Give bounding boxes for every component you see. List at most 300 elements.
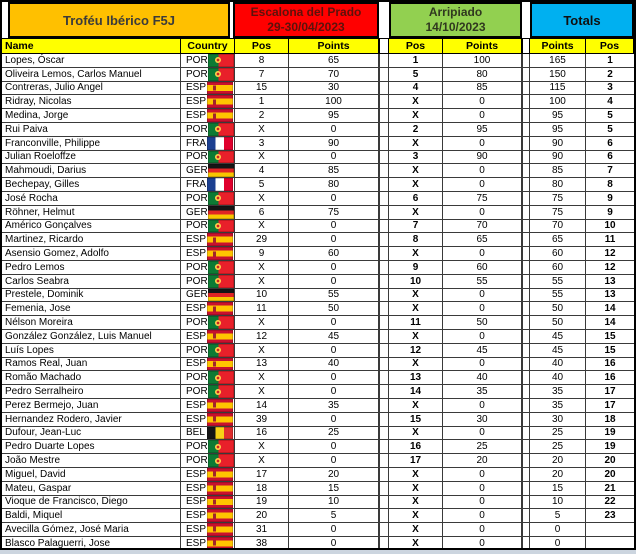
event2-pos-cell[interactable]: 15 <box>389 413 443 427</box>
event2-pos-cell[interactable]: 10 <box>389 275 443 289</box>
total-pos-cell[interactable]: 12 <box>586 261 634 275</box>
event2-pos-cell[interactable]: X <box>389 509 443 523</box>
event2-pos-cell[interactable]: X <box>389 95 443 109</box>
event2-pos-cell[interactable]: X <box>389 164 443 178</box>
event2-pos-cell[interactable]: X <box>389 330 443 344</box>
total-points-cell[interactable]: 50 <box>530 302 586 316</box>
total-points-cell[interactable]: 40 <box>530 358 586 372</box>
event1-points-cell[interactable]: 0 <box>289 413 379 427</box>
total-points-cell[interactable]: 5 <box>530 509 586 523</box>
country-cell[interactable] <box>181 233 235 247</box>
event2-pos-cell[interactable]: X <box>389 399 443 413</box>
event1-pos-cell[interactable]: X <box>235 220 289 234</box>
player-name-cell[interactable]: Vioque de Francisco, Diego <box>2 496 181 510</box>
total-points-cell[interactable]: 30 <box>530 413 586 427</box>
event1-points-cell[interactable]: 30 <box>289 82 379 96</box>
event1-points-cell[interactable]: 0 <box>289 523 379 537</box>
player-name-cell[interactable]: Pedro Lemos <box>2 261 181 275</box>
total-pos-cell[interactable] <box>586 537 634 550</box>
total-points-cell[interactable]: 20 <box>530 468 586 482</box>
total-pos-cell[interactable]: 14 <box>586 316 634 330</box>
event2-points-cell[interactable]: 0 <box>443 468 522 482</box>
player-name-cell[interactable]: Mahmoudi, Darius <box>2 164 181 178</box>
event2-pos-cell[interactable]: X <box>389 247 443 261</box>
event2-pos-cell[interactable]: 9 <box>389 261 443 275</box>
country-cell[interactable] <box>181 206 235 220</box>
col-header-event1-pos[interactable]: Pos <box>235 39 289 53</box>
event2-pos-cell[interactable]: 13 <box>389 371 443 385</box>
event2-points-cell[interactable]: 0 <box>443 178 522 192</box>
player-name-cell[interactable]: Hernandez Rodero, Javier <box>2 413 181 427</box>
event2-points-cell[interactable]: 0 <box>443 358 522 372</box>
event2-pos-cell[interactable]: 3 <box>389 151 443 165</box>
event2-pos-cell[interactable]: 16 <box>389 440 443 454</box>
total-pos-cell[interactable] <box>586 523 634 537</box>
total-points-cell[interactable]: 25 <box>530 427 586 441</box>
player-name-cell[interactable]: Ramos Real, Juan <box>2 358 181 372</box>
total-points-cell[interactable]: 90 <box>530 137 586 151</box>
event1-points-cell[interactable]: 55 <box>289 289 379 303</box>
event2-pos-cell[interactable]: X <box>389 537 443 550</box>
event2-points-cell[interactable]: 70 <box>443 220 522 234</box>
event2-pos-cell[interactable]: X <box>389 468 443 482</box>
event2-points-cell[interactable]: 90 <box>443 151 522 165</box>
player-name-cell[interactable]: Pedro Duarte Lopes <box>2 440 181 454</box>
total-pos-cell[interactable]: 9 <box>586 192 634 206</box>
event1-pos-cell[interactable]: 29 <box>235 233 289 247</box>
event2-pos-cell[interactable]: 2 <box>389 123 443 137</box>
player-name-cell[interactable]: Blasco Palaguerri, Jose <box>2 537 181 550</box>
event2-points-cell[interactable]: 0 <box>443 496 522 510</box>
player-name-cell[interactable]: Prestele, Dominik <box>2 289 181 303</box>
event1-points-cell[interactable]: 45 <box>289 330 379 344</box>
country-cell[interactable] <box>181 247 235 261</box>
event1-pos-cell[interactable]: X <box>235 275 289 289</box>
player-name-cell[interactable]: Franconville, Philippe <box>2 137 181 151</box>
event1-pos-cell[interactable]: 19 <box>235 496 289 510</box>
total-pos-cell[interactable]: 9 <box>586 206 634 220</box>
country-cell[interactable] <box>181 358 235 372</box>
total-pos-cell[interactable]: 17 <box>586 399 634 413</box>
event1-header-cell[interactable] <box>233 2 379 38</box>
total-points-cell[interactable]: 45 <box>530 344 586 358</box>
event1-pos-cell[interactable]: 3 <box>235 137 289 151</box>
event1-points-cell[interactable]: 70 <box>289 68 379 82</box>
total-points-cell[interactable]: 100 <box>530 95 586 109</box>
player-name-cell[interactable]: João Mestre <box>2 454 181 468</box>
country-cell[interactable] <box>181 316 235 330</box>
event1-pos-cell[interactable]: X <box>235 123 289 137</box>
total-points-cell[interactable]: 165 <box>530 54 586 68</box>
country-cell[interactable] <box>181 427 235 441</box>
event1-points-cell[interactable]: 35 <box>289 399 379 413</box>
event2-points-cell[interactable]: 60 <box>443 261 522 275</box>
event2-pos-cell[interactable]: 8 <box>389 233 443 247</box>
total-pos-cell[interactable]: 18 <box>586 413 634 427</box>
total-points-cell[interactable]: 50 <box>530 316 586 330</box>
country-cell[interactable] <box>181 261 235 275</box>
country-cell[interactable] <box>181 385 235 399</box>
event1-pos-cell[interactable]: 18 <box>235 482 289 496</box>
total-points-cell[interactable]: 60 <box>530 247 586 261</box>
total-pos-cell[interactable]: 16 <box>586 371 634 385</box>
event1-points-cell[interactable]: 0 <box>289 371 379 385</box>
player-name-cell[interactable]: Avecilla Gómez, José Maria <box>2 523 181 537</box>
total-points-cell[interactable]: 0 <box>530 523 586 537</box>
total-points-cell[interactable]: 75 <box>530 192 586 206</box>
total-points-cell[interactable]: 115 <box>530 82 586 96</box>
total-points-cell[interactable]: 25 <box>530 440 586 454</box>
event2-points-cell[interactable]: 40 <box>443 371 522 385</box>
total-pos-cell[interactable]: 15 <box>586 344 634 358</box>
event2-points-cell[interactable]: 95 <box>443 123 522 137</box>
event2-points-cell[interactable]: 0 <box>443 109 522 123</box>
event1-points-cell[interactable]: 0 <box>289 344 379 358</box>
event1-pos-cell[interactable]: 12 <box>235 330 289 344</box>
event2-pos-cell[interactable]: X <box>389 358 443 372</box>
event2-pos-cell[interactable]: X <box>389 137 443 151</box>
country-cell[interactable] <box>181 413 235 427</box>
total-points-cell[interactable]: 35 <box>530 385 586 399</box>
event1-pos-cell[interactable]: 13 <box>235 358 289 372</box>
event1-pos-cell[interactable]: 38 <box>235 537 289 550</box>
total-points-cell[interactable]: 95 <box>530 109 586 123</box>
player-name-cell[interactable]: Mateu, Gaspar <box>2 482 181 496</box>
total-points-cell[interactable]: 85 <box>530 164 586 178</box>
total-points-cell[interactable]: 0 <box>530 537 586 550</box>
event2-points-cell[interactable]: 55 <box>443 275 522 289</box>
player-name-cell[interactable]: Carlos Seabra <box>2 275 181 289</box>
event1-points-cell[interactable]: 0 <box>289 275 379 289</box>
country-cell[interactable] <box>181 344 235 358</box>
event2-pos-cell[interactable]: 4 <box>389 82 443 96</box>
col-header-event2-pos[interactable]: Pos <box>389 39 443 53</box>
total-points-cell[interactable]: 55 <box>530 289 586 303</box>
country-cell[interactable] <box>181 151 235 165</box>
event2-points-cell[interactable]: 0 <box>443 399 522 413</box>
country-cell[interactable] <box>181 95 235 109</box>
event1-pos-cell[interactable]: X <box>235 344 289 358</box>
player-name-cell[interactable]: Lopes, Óscar <box>2 54 181 68</box>
event1-pos-cell[interactable]: 7 <box>235 68 289 82</box>
event1-points-cell[interactable]: 5 <box>289 509 379 523</box>
total-points-cell[interactable]: 65 <box>530 233 586 247</box>
event1-points-cell[interactable]: 0 <box>289 385 379 399</box>
event2-pos-cell[interactable]: 6 <box>389 192 443 206</box>
total-pos-cell[interactable]: 23 <box>586 509 634 523</box>
event1-pos-cell[interactable]: 8 <box>235 54 289 68</box>
total-points-cell[interactable]: 150 <box>530 68 586 82</box>
event1-points-cell[interactable]: 65 <box>289 54 379 68</box>
event2-points-cell[interactable]: 45 <box>443 344 522 358</box>
event1-pos-cell[interactable]: 11 <box>235 302 289 316</box>
event1-points-cell[interactable]: 50 <box>289 302 379 316</box>
event1-points-cell[interactable]: 40 <box>289 358 379 372</box>
player-name-cell[interactable]: Miguel, David <box>2 468 181 482</box>
player-name-cell[interactable]: González González, Luis Manuel <box>2 330 181 344</box>
event1-points-cell[interactable]: 75 <box>289 206 379 220</box>
event1-points-cell[interactable]: 90 <box>289 137 379 151</box>
player-name-cell[interactable]: Julian Roeloffze <box>2 151 181 165</box>
country-cell[interactable] <box>181 289 235 303</box>
player-name-cell[interactable]: Röhner, Helmut <box>2 206 181 220</box>
event1-pos-cell[interactable]: X <box>235 261 289 275</box>
event2-points-cell[interactable]: 100 <box>443 54 522 68</box>
total-points-cell[interactable]: 90 <box>530 151 586 165</box>
event2-pos-cell[interactable]: 11 <box>389 316 443 330</box>
total-pos-cell[interactable]: 3 <box>586 82 634 96</box>
player-name-cell[interactable]: Pedro Serralheiro <box>2 385 181 399</box>
player-name-cell[interactable]: Medina, Jorge <box>2 109 181 123</box>
total-points-cell[interactable]: 35 <box>530 399 586 413</box>
total-points-cell[interactable]: 10 <box>530 496 586 510</box>
country-cell[interactable] <box>181 123 235 137</box>
event1-points-cell[interactable]: 20 <box>289 468 379 482</box>
event1-pos-cell[interactable]: X <box>235 151 289 165</box>
total-pos-cell[interactable]: 13 <box>586 289 634 303</box>
event1-pos-cell[interactable]: 17 <box>235 468 289 482</box>
event2-points-cell[interactable]: 35 <box>443 385 522 399</box>
event2-pos-cell[interactable]: X <box>389 206 443 220</box>
total-pos-cell[interactable]: 17 <box>586 385 634 399</box>
total-points-cell[interactable]: 75 <box>530 206 586 220</box>
total-points-cell[interactable]: 95 <box>530 123 586 137</box>
country-cell[interactable] <box>181 192 235 206</box>
event1-points-cell[interactable]: 0 <box>289 192 379 206</box>
event2-pos-cell[interactable]: 7 <box>389 220 443 234</box>
total-points-cell[interactable]: 15 <box>530 482 586 496</box>
event1-points-cell[interactable]: 0 <box>289 233 379 247</box>
player-name-cell[interactable]: Oliveira Lemos, Carlos Manuel <box>2 68 181 82</box>
event2-pos-cell[interactable]: 1 <box>389 54 443 68</box>
event2-points-cell[interactable]: 0 <box>443 137 522 151</box>
total-points-cell[interactable]: 45 <box>530 330 586 344</box>
total-pos-cell[interactable]: 13 <box>586 275 634 289</box>
event2-points-cell[interactable]: 0 <box>443 537 522 550</box>
country-cell[interactable] <box>181 275 235 289</box>
event1-points-cell[interactable]: 15 <box>289 482 379 496</box>
total-pos-cell[interactable]: 12 <box>586 247 634 261</box>
total-pos-cell[interactable]: 14 <box>586 302 634 316</box>
total-pos-cell[interactable]: 21 <box>586 482 634 496</box>
country-cell[interactable] <box>181 178 235 192</box>
country-cell[interactable] <box>181 54 235 68</box>
total-points-cell[interactable]: 80 <box>530 178 586 192</box>
event2-pos-cell[interactable]: X <box>389 289 443 303</box>
event2-pos-cell[interactable]: 14 <box>389 385 443 399</box>
event1-pos-cell[interactable]: 15 <box>235 82 289 96</box>
total-pos-cell[interactable]: 19 <box>586 440 634 454</box>
event1-pos-cell[interactable]: X <box>235 385 289 399</box>
event1-pos-cell[interactable]: 39 <box>235 413 289 427</box>
country-cell[interactable] <box>181 82 235 96</box>
col-header-event2-points[interactable]: Points <box>443 39 522 53</box>
event1-pos-cell[interactable]: 14 <box>235 399 289 413</box>
event2-header-cell[interactable] <box>389 2 522 38</box>
player-name-cell[interactable]: Baldi, Miquel <box>2 509 181 523</box>
event2-pos-cell[interactable]: X <box>389 109 443 123</box>
country-cell[interactable] <box>181 537 235 550</box>
total-pos-cell[interactable]: 1 <box>586 54 634 68</box>
col-header-total-pos[interactable]: Pos <box>586 39 634 53</box>
event2-points-cell[interactable]: 0 <box>443 523 522 537</box>
total-pos-cell[interactable]: 6 <box>586 137 634 151</box>
player-name-cell[interactable]: Américo Gonçalves <box>2 220 181 234</box>
event2-points-cell[interactable]: 0 <box>443 247 522 261</box>
country-cell[interactable] <box>181 302 235 316</box>
event2-points-cell[interactable]: 0 <box>443 206 522 220</box>
event1-pos-cell[interactable]: 20 <box>235 509 289 523</box>
event1-points-cell[interactable]: 0 <box>289 537 379 550</box>
event2-points-cell[interactable]: 0 <box>443 509 522 523</box>
event2-points-cell[interactable]: 0 <box>443 289 522 303</box>
event1-pos-cell[interactable]: 1 <box>235 95 289 109</box>
total-pos-cell[interactable]: 6 <box>586 151 634 165</box>
player-name-cell[interactable]: Nélson Moreira <box>2 316 181 330</box>
total-pos-cell[interactable]: 15 <box>586 330 634 344</box>
player-name-cell[interactable]: Ridray, Nicolas <box>2 95 181 109</box>
event1-pos-cell[interactable]: 16 <box>235 427 289 441</box>
event1-points-cell[interactable]: 0 <box>289 220 379 234</box>
event2-points-cell[interactable]: 0 <box>443 302 522 316</box>
event1-pos-cell[interactable]: 2 <box>235 109 289 123</box>
country-cell[interactable] <box>181 109 235 123</box>
total-pos-cell[interactable]: 22 <box>586 496 634 510</box>
player-name-cell[interactable]: Luís Lopes <box>2 344 181 358</box>
total-pos-cell[interactable]: 19 <box>586 427 634 441</box>
event1-points-cell[interactable]: 0 <box>289 440 379 454</box>
event1-points-cell[interactable]: 0 <box>289 261 379 275</box>
event2-pos-cell[interactable]: X <box>389 523 443 537</box>
event1-pos-cell[interactable]: 31 <box>235 523 289 537</box>
event1-points-cell[interactable]: 10 <box>289 496 379 510</box>
trophy-title-cell[interactable] <box>8 2 230 38</box>
totals-header-cell[interactable] <box>530 2 634 38</box>
total-pos-cell[interactable]: 10 <box>586 220 634 234</box>
event2-points-cell[interactable]: 0 <box>443 482 522 496</box>
country-cell[interactable] <box>181 330 235 344</box>
total-pos-cell[interactable]: 4 <box>586 95 634 109</box>
player-name-cell[interactable]: Dufour, Jean-Luc <box>2 427 181 441</box>
player-name-cell[interactable]: Bechepay, Gilles <box>2 178 181 192</box>
event2-points-cell[interactable]: 65 <box>443 233 522 247</box>
col-header-country[interactable]: Country <box>181 39 235 53</box>
event2-pos-cell[interactable]: 12 <box>389 344 443 358</box>
col-header-name[interactable]: Name <box>2 39 181 53</box>
country-cell[interactable] <box>181 164 235 178</box>
country-cell[interactable] <box>181 523 235 537</box>
player-name-cell[interactable]: Martinez, Ricardo <box>2 233 181 247</box>
event2-points-cell[interactable]: 30 <box>443 413 522 427</box>
country-cell[interactable] <box>181 440 235 454</box>
total-points-cell[interactable]: 55 <box>530 275 586 289</box>
player-name-cell[interactable]: Rui Paiva <box>2 123 181 137</box>
event2-points-cell[interactable]: 0 <box>443 427 522 441</box>
event1-points-cell[interactable]: 0 <box>289 454 379 468</box>
event1-points-cell[interactable]: 95 <box>289 109 379 123</box>
event1-points-cell[interactable]: 0 <box>289 316 379 330</box>
event2-pos-cell[interactable]: X <box>389 427 443 441</box>
country-cell[interactable] <box>181 399 235 413</box>
event2-points-cell[interactable]: 0 <box>443 330 522 344</box>
total-points-cell[interactable]: 20 <box>530 454 586 468</box>
event2-pos-cell[interactable]: 17 <box>389 454 443 468</box>
country-cell[interactable] <box>181 468 235 482</box>
player-name-cell[interactable]: Contreras, Julio Angel <box>2 82 181 96</box>
event1-pos-cell[interactable]: 10 <box>235 289 289 303</box>
event1-points-cell[interactable]: 25 <box>289 427 379 441</box>
player-name-cell[interactable]: Asensio Gomez, Adolfo <box>2 247 181 261</box>
total-pos-cell[interactable]: 5 <box>586 123 634 137</box>
total-pos-cell[interactable]: 16 <box>586 358 634 372</box>
total-points-cell[interactable]: 70 <box>530 220 586 234</box>
event2-pos-cell[interactable]: X <box>389 302 443 316</box>
event1-pos-cell[interactable]: X <box>235 440 289 454</box>
event2-points-cell[interactable]: 0 <box>443 95 522 109</box>
country-cell[interactable] <box>181 509 235 523</box>
event2-points-cell[interactable]: 50 <box>443 316 522 330</box>
event2-points-cell[interactable]: 85 <box>443 82 522 96</box>
player-name-cell[interactable]: José Rocha <box>2 192 181 206</box>
event2-pos-cell[interactable]: X <box>389 496 443 510</box>
country-cell[interactable] <box>181 220 235 234</box>
event1-points-cell[interactable]: 60 <box>289 247 379 261</box>
event1-pos-cell[interactable]: 9 <box>235 247 289 261</box>
event2-pos-cell[interactable]: X <box>389 482 443 496</box>
country-cell[interactable] <box>181 68 235 82</box>
total-points-cell[interactable]: 60 <box>530 261 586 275</box>
total-pos-cell[interactable]: 11 <box>586 233 634 247</box>
total-pos-cell[interactable]: 20 <box>586 454 634 468</box>
event1-pos-cell[interactable]: X <box>235 316 289 330</box>
total-pos-cell[interactable]: 8 <box>586 178 634 192</box>
event2-points-cell[interactable]: 75 <box>443 192 522 206</box>
event1-pos-cell[interactable]: 5 <box>235 178 289 192</box>
country-cell[interactable] <box>181 482 235 496</box>
total-pos-cell[interactable]: 2 <box>586 68 634 82</box>
event2-pos-cell[interactable]: X <box>389 178 443 192</box>
event1-pos-cell[interactable]: X <box>235 454 289 468</box>
country-cell[interactable] <box>181 137 235 151</box>
event1-pos-cell[interactable]: 6 <box>235 206 289 220</box>
total-pos-cell[interactable]: 7 <box>586 164 634 178</box>
total-pos-cell[interactable]: 20 <box>586 468 634 482</box>
col-header-event1-points[interactable]: Points <box>289 39 379 53</box>
country-cell[interactable] <box>181 496 235 510</box>
event1-pos-cell[interactable]: X <box>235 192 289 206</box>
event2-pos-cell[interactable]: 5 <box>389 68 443 82</box>
event1-pos-cell[interactable]: X <box>235 371 289 385</box>
event1-points-cell[interactable]: 100 <box>289 95 379 109</box>
event1-points-cell[interactable]: 85 <box>289 164 379 178</box>
player-name-cell[interactable]: Romão Machado <box>2 371 181 385</box>
total-pos-cell[interactable]: 5 <box>586 109 634 123</box>
event1-points-cell[interactable]: 0 <box>289 123 379 137</box>
event2-points-cell[interactable]: 25 <box>443 440 522 454</box>
event1-points-cell[interactable]: 80 <box>289 178 379 192</box>
event2-points-cell[interactable]: 20 <box>443 454 522 468</box>
total-points-cell[interactable]: 40 <box>530 371 586 385</box>
event2-points-cell[interactable]: 0 <box>443 164 522 178</box>
event2-points-cell[interactable]: 80 <box>443 68 522 82</box>
player-name-cell[interactable]: Femenia, Jose <box>2 302 181 316</box>
col-header-total-points[interactable]: Points <box>530 39 586 53</box>
country-cell[interactable] <box>181 454 235 468</box>
event1-points-cell[interactable]: 0 <box>289 151 379 165</box>
event1-pos-cell[interactable]: 4 <box>235 164 289 178</box>
country-cell[interactable] <box>181 371 235 385</box>
player-name-cell[interactable]: Perez Bermejo, Juan <box>2 399 181 413</box>
